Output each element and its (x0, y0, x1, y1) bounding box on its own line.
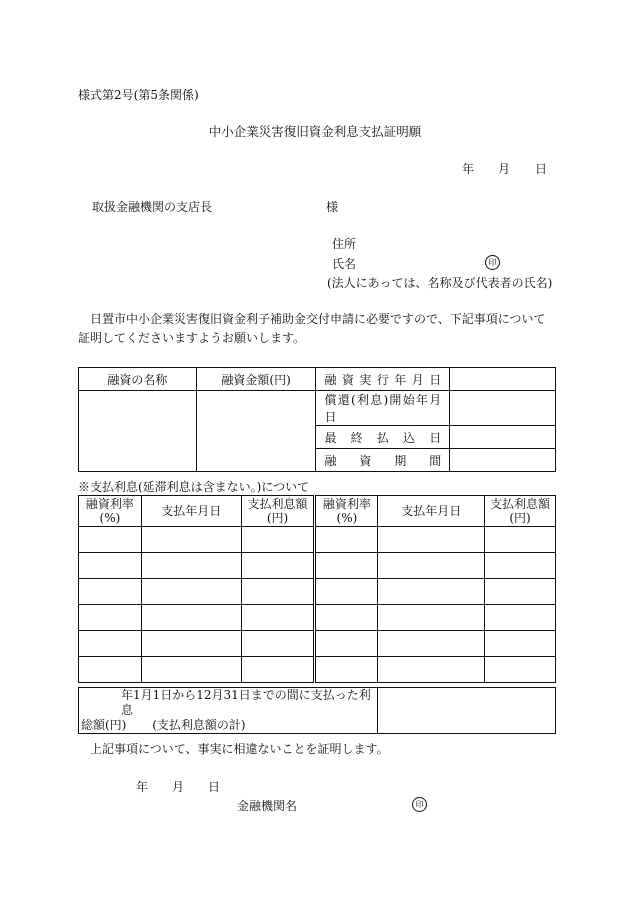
interest-amount-cell[interactable] (241, 553, 315, 579)
total-label-amount: 総額(円) (81, 718, 127, 732)
loan-amount-header: 融資金額(円) (196, 368, 316, 391)
interest-rate-cell[interactable] (79, 605, 142, 631)
interest-header-row (79, 496, 556, 527)
total-label-line1: 年1月1日から12月31日までの間に支払った利息 (121, 688, 371, 717)
cert-date-month: 月 (172, 780, 185, 794)
payment-date-cell[interactable] (378, 605, 485, 631)
interest-rate-cell[interactable] (79, 553, 142, 579)
certification-text: 上記事項について、事実に相違ないことを証明します。 (90, 742, 389, 756)
corporate-note: (法人にあっては、名称及び代表者の氏名) (327, 276, 553, 290)
interest-total-label (79, 688, 378, 734)
interest-total-table (78, 687, 556, 734)
payment-date-cell[interactable] (378, 527, 485, 553)
loan-period-cell[interactable] (450, 449, 556, 472)
payment-date-cell[interactable] (141, 527, 241, 553)
table-row (79, 579, 556, 605)
cert-date-day: 日 (208, 780, 221, 794)
final-payment-date-cell[interactable] (450, 426, 556, 449)
payment-date-cell[interactable] (378, 631, 485, 657)
interest-amount-header: 支払利息額(円) (485, 496, 556, 527)
interest-rate-header: 融資利率(%) (79, 496, 142, 527)
interest-amount-cell[interactable] (485, 657, 556, 683)
interest-rate-cell[interactable] (315, 527, 378, 553)
payment-date-header: 支払年月日 (378, 496, 485, 527)
loan-amount-cell[interactable] (196, 391, 316, 472)
table-row (79, 631, 556, 657)
interest-rate-cell[interactable] (79, 579, 142, 605)
interest-amount-cell[interactable] (485, 605, 556, 631)
interest-amount-header: 支払利息額(円) (241, 496, 315, 527)
interest-amount-cell[interactable] (485, 553, 556, 579)
interest-rate-cell[interactable] (315, 605, 378, 631)
payment-date-cell[interactable] (141, 631, 241, 657)
request-body-text: 日置市中小企業災害復旧資金利子補助金交付申請に必要ですので、下記事項について証明してくださいますようお願いします。 (78, 312, 546, 345)
loan-period-label: 融資期間 (316, 449, 450, 472)
payment-date-cell[interactable] (378, 657, 485, 683)
interest-amount-cell[interactable] (485, 579, 556, 605)
date-day: 日 (535, 162, 548, 176)
addressee-honorific: 様 (326, 200, 339, 214)
loan-execution-date-label: 融資実行年月日 (316, 368, 450, 391)
institution-seal-icon: 印 (412, 797, 427, 812)
table-row (79, 657, 556, 683)
address-label: 住所 (332, 237, 357, 251)
final-payment-date-label: 最終払込日 (316, 426, 450, 449)
interest-amount-cell[interactable] (241, 527, 315, 553)
interest-amount-cell[interactable] (241, 605, 315, 631)
form-number: 様式第2号(第5条関係) (78, 88, 199, 102)
payment-date-cell[interactable] (378, 553, 485, 579)
cert-date-year: 年 (136, 780, 149, 794)
interest-total-row (79, 688, 556, 734)
interest-total-amount-cell[interactable] (378, 688, 556, 734)
payment-date-header: 支払年月日 (141, 496, 241, 527)
interest-heading: ※支払利息(延滞利息は含まない。)について (78, 480, 310, 494)
interest-rate-cell[interactable] (315, 657, 378, 683)
loan-table (78, 367, 556, 472)
payment-date-cell[interactable] (141, 579, 241, 605)
document-title: 中小企業災害復旧資金利息支払証明願 (208, 124, 422, 139)
date-month: 月 (498, 162, 511, 176)
interest-amount-cell[interactable] (241, 631, 315, 657)
loan-name-cell[interactable] (79, 391, 197, 472)
total-label-sum-note: (支払利息額の計) (152, 718, 246, 732)
interest-rate-cell[interactable] (315, 553, 378, 579)
interest-rate-cell[interactable] (315, 579, 378, 605)
addressee-label: 取扱金融機関の支店長 (92, 200, 213, 214)
interest-table (78, 495, 556, 683)
date-year: 年 (462, 162, 475, 176)
interest-amount-cell[interactable] (485, 527, 556, 553)
interest-amount-cell[interactable] (241, 579, 315, 605)
table-row (79, 553, 556, 579)
loan-execution-date-cell[interactable] (450, 368, 556, 391)
interest-rate-cell[interactable] (315, 631, 378, 657)
interest-rate-cell[interactable] (79, 631, 142, 657)
applicant-seal-icon: 印 (485, 255, 500, 270)
repayment-start-date-label: 償還(利息)開始年月日 (316, 391, 450, 426)
repayment-start-date-cell[interactable] (450, 391, 556, 426)
interest-amount-cell[interactable] (485, 631, 556, 657)
loan-table-row (79, 391, 556, 426)
interest-rate-header: 融資利率(%) (315, 496, 378, 527)
loan-table-row (79, 368, 556, 391)
name-label: 氏名 (332, 257, 357, 271)
payment-date-cell[interactable] (141, 657, 241, 683)
payment-date-cell[interactable] (378, 579, 485, 605)
table-row (79, 527, 556, 553)
interest-rate-cell[interactable] (79, 527, 142, 553)
total-label-line2 (81, 718, 375, 733)
interest-amount-cell[interactable] (241, 657, 315, 683)
institution-name-label: 金融機関名 (237, 799, 298, 813)
interest-rate-cell[interactable] (79, 657, 142, 683)
payment-date-cell[interactable] (141, 605, 241, 631)
payment-date-cell[interactable] (141, 553, 241, 579)
table-row (79, 605, 556, 631)
loan-name-header: 融資の名称 (79, 368, 197, 391)
